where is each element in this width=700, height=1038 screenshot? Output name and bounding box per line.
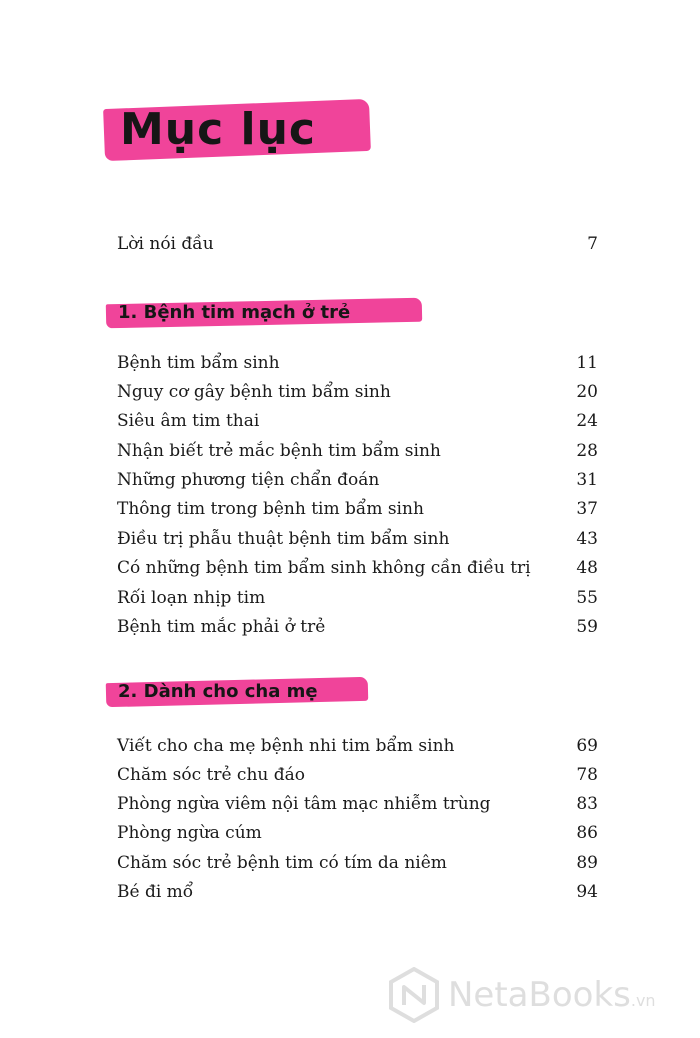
toc-entry-page: 43 [576,529,598,549]
section-1-title: 1. Bệnh tim mạch ở trẻ [118,302,351,323]
netabooks-watermark [384,965,684,1029]
toc-entry[interactable] [117,467,598,493]
toc-entry-label: Nguy cơ gây bệnh tim bẩm sinh [117,382,391,402]
toc-entry[interactable] [117,379,598,405]
watermark-brand-name: NetaBooks [448,975,631,1015]
toc-entry-page: 7 [587,234,598,254]
toc-entry-page: 20 [576,382,598,402]
toc-entry-label: Phòng ngừa viêm nội tâm mạc nhiễm trùng [117,794,491,814]
toc-entry-page: 86 [576,823,598,843]
toc-entry-label: Chăm sóc trẻ bệnh tim có tím da niêm [117,853,447,873]
toc-entry-label: Phòng ngừa cúm [117,823,262,843]
toc-entry[interactable] [117,408,598,434]
toc-entry-intro[interactable] [117,231,598,257]
toc-entry-page: 55 [576,588,598,608]
toc-entry-page: 78 [576,765,598,785]
toc-entry-label: Những phương tiện chẩn đoán [117,470,380,490]
watermark-tld: .vn [630,991,656,1010]
toc-entry[interactable] [117,526,598,552]
toc-entry-page: 11 [576,353,598,373]
toc-entry-page: 59 [576,617,598,637]
toc-entry-page: 28 [576,441,598,461]
toc-entry-label: Bệnh tim bẩm sinh [117,353,280,373]
toc-entry-page: 31 [576,470,598,490]
toc-entry-label: Bệnh tim mắc phải ở trẻ [117,617,326,637]
toc-entry-page: 89 [576,853,598,873]
page-title: Mục lục [120,104,316,155]
toc-entry-label: Rối loạn nhịp tim [117,588,266,608]
toc-entry[interactable] [117,791,598,817]
toc-entry-label: Thông tim trong bệnh tim bẩm sinh [117,499,424,519]
toc-entry-label: Viết cho cha mẹ bệnh nhi tim bẩm sinh [117,736,455,756]
toc-entry[interactable] [117,496,598,522]
section-heading-2 [106,678,372,708]
toc-title-block [100,98,372,162]
toc-entry-label: Có những bệnh tim bẩm sinh không cần điều trị [117,558,531,578]
toc-entry[interactable] [117,820,598,846]
toc-entry[interactable] [117,585,598,611]
toc-entry-page: 94 [576,882,598,902]
toc-entry-label: Chăm sóc trẻ chu đáo [117,765,305,785]
toc-entry-label: Lời nói đầu [117,234,214,254]
toc-entry[interactable] [117,350,598,376]
toc-entry-page: 24 [576,411,598,431]
toc-entry-page: 83 [576,794,598,814]
toc-entry[interactable] [117,614,598,640]
toc-entry-page: 37 [576,499,598,519]
toc-entry[interactable] [117,850,598,876]
netabooks-logo-icon [386,967,442,1023]
toc-entry-label: Nhận biết trẻ mắc bệnh tim bẩm sinh [117,441,441,461]
toc-entry-page: 48 [576,558,598,578]
toc-entry[interactable] [117,733,598,759]
watermark-brand [448,975,656,1021]
toc-entry[interactable] [117,438,598,464]
toc-entry-label: Điều trị phẫu thuật bệnh tim bẩm sinh [117,529,450,549]
section-2-title: 2. Dành cho cha mẹ [118,681,318,702]
toc-entry[interactable] [117,879,598,905]
section-heading-1 [106,299,426,329]
toc-entry[interactable] [117,555,598,581]
toc-entry-label: Siêu âm tim thai [117,411,260,431]
toc-entry[interactable] [117,762,598,788]
toc-entry-label: Bé đi mổ [117,882,194,902]
toc-entry-page: 69 [576,736,598,756]
